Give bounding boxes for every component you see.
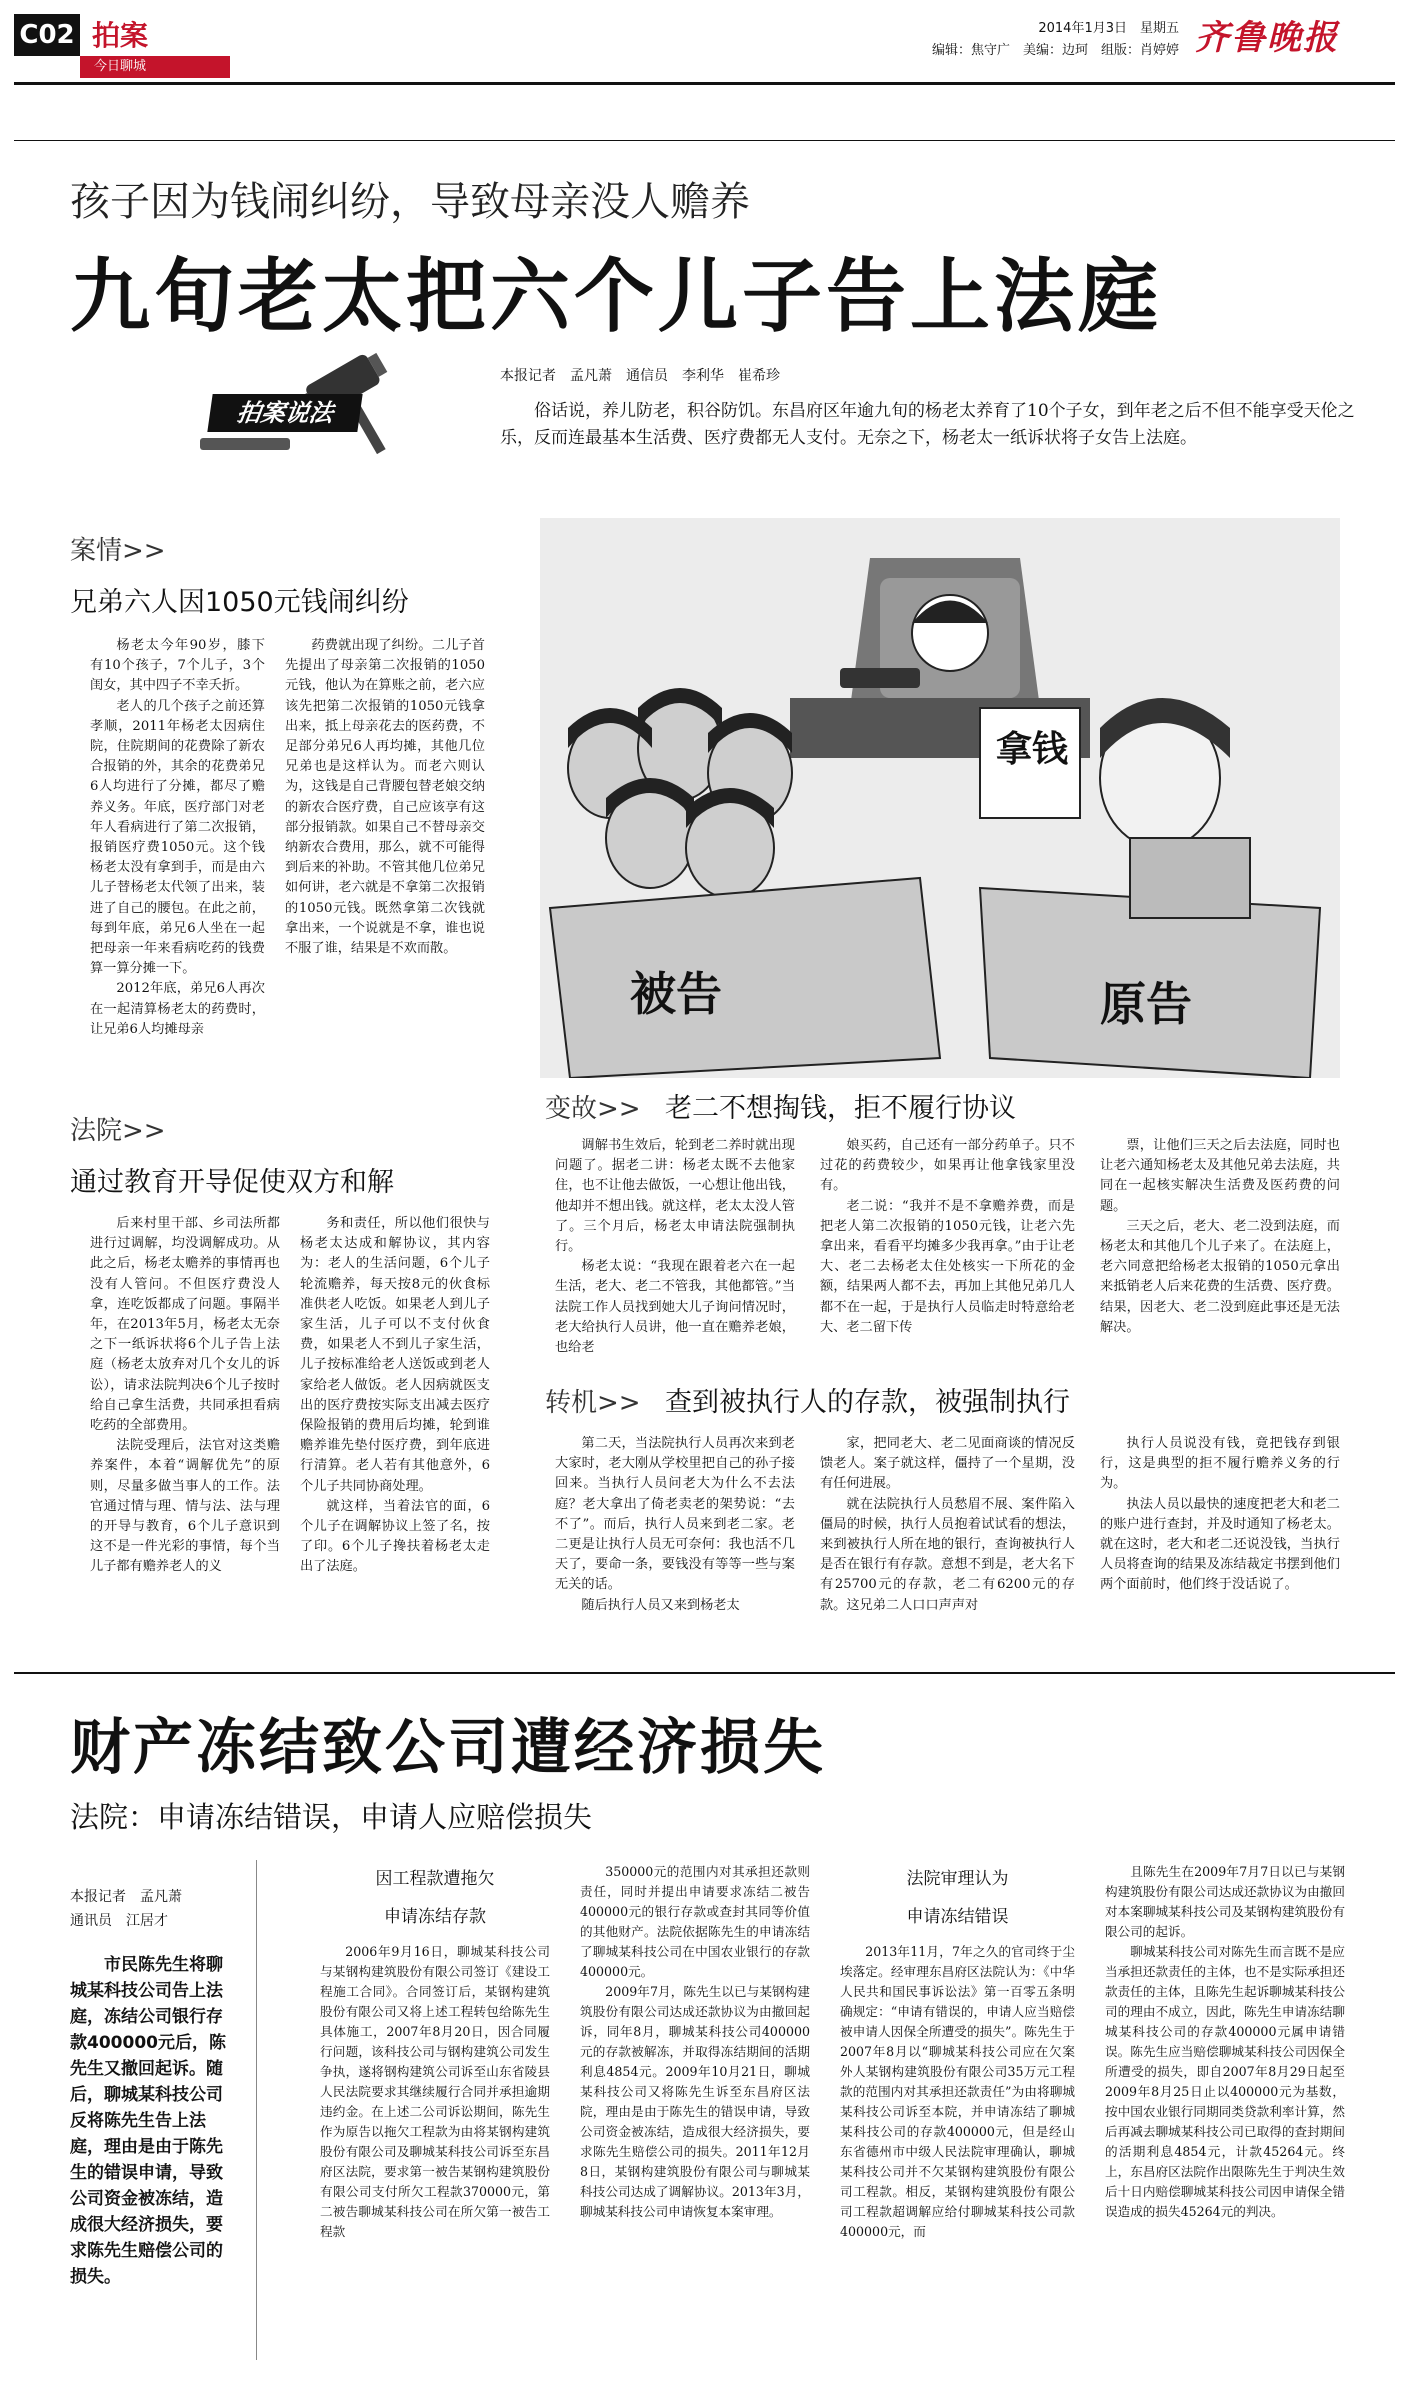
byline-reporter: 本报记者 孟凡萧 [70, 1889, 182, 1905]
header-rule-thin [14, 140, 1395, 141]
paragraph: 就在法院执行人员愁眉不展、案件陷入僵局的时候，执行人员抱着试试看的想法，来到被执行人所在地的银行，查询被执行人是否在银行有存款。意想不到是，老大名下有25700元的存款，老二有6200元的存款。这兄弟二人口口声声对 [820, 1496, 1075, 1613]
paragraph: 老人的几个孩子之前还算孝顺，2011年杨老太因病住院，住院期间的花费除了新农合报销的外，其余的花费弟兄6人均进行了分摊，都尽了赡养义务。年底，医疗部门对老年人看病进行了第二次报销，报销医疗费1050元。这个钱杨老太没有拿到手，而是由六儿子替杨老太代领了出来，装进了自己的腰包。在此之前，每到年底，弟兄6人坐在一起把母亲一年来看病吃药的钱费算一算分摊一下。 [90, 698, 265, 977]
story2-column-1 [320, 1860, 550, 2242]
column-body [840, 1942, 1075, 2362]
defendant-label: 被告 [630, 967, 722, 1021]
paragraph: 且陈先生在2009年7月7日以已与某钢构建筑股份有限公司达成还款协议为由撤回对本案聊城某科技公司及某钢构建筑股份有限公司的起诉。 [1105, 1864, 1345, 1939]
paragraph: 350000元的范围内对其承担还款则责任，同时并提出申请要求冻结二被告400000元的银行存款或查封其同等价值的其他财产。法院依据陈先生的申请冻结了聊城某科技公司在中国农业银行的存款400000元。 [580, 1864, 810, 1979]
change-column-3 [1100, 1136, 1340, 1372]
paragraph: 2006年9月16日，聊城某科技公司与某钢构建筑股份有限公司签订《建设工程施工合同》。合同签订后，某钢构建筑股份有限公司又将上述工程转包给陈先生具体施工，2007年8月20日，因合同履行问题，该科技公司与钢构建筑公司发生争执，遂将钢构建筑公司诉至山东省陵县人民法院要求其继续履行合同并承担逾期违约金。在上述二公司诉讼期间，陈先生作为原告以拖欠工程款为由将某钢构建筑股份有限公司及聊城某科技公司诉至东昌府区法院，要求第一被告某钢构建筑股份有限公司支付所欠工程款370000元，第二被告聊城某科技公司在所欠第一被告工程款 [320, 1944, 550, 2239]
case-column-2 [285, 636, 485, 1106]
column-heading: 法院审理认为 [906, 1869, 1009, 1889]
paragraph: 家，把同老大、老二见面商谈的情况反馈老人。案子就这样，僵持了一个星期，没有任何进展。 [820, 1436, 1075, 1492]
turn-column-2 [820, 1434, 1075, 1654]
paragraph: 务和责任，所以他们很快与杨老太达成和解协议，其内容为：老人的生活问题，6个儿子轮流赡养，每天按8元的伙食标准供老人吃饭。如果老人到儿子家生活，儿子可以不支付伙食费，如果老人不到儿子家生活，儿子按标准给老人送饭或到老人家给老人做饭。老人因病就医支出的医疗费按实际支出减去医疗保险报销的费用后均摊，轮到谁赡养谁先垫付医疗费，到年底进行清算。老人若有其他意外，6个儿子共同协商处理。 [300, 1216, 490, 1494]
story2-byline [70, 1885, 182, 1933]
change-heading: 老二不想掏钱，拒不履行协议 [665, 1093, 1016, 1124]
paragraph: 法院受理后，法官对这类赡养案件，本着“调解优先”的原则，尽量多做当事人的工作。法官通过情与理、情与法、法与理的开导与教育，6个儿子意识到这不是一件光彩的事情，每个当儿子都有赡养老人的义 [90, 1438, 280, 1575]
story2-subtitle: 法院：申请冻结错误，申请人应赔偿损失 [70, 1800, 593, 1834]
paragraph: 娘买药，自己还有一部分药单子。只不过花的药费较少，如果再让他拿钱家里没有。 [820, 1138, 1075, 1194]
turn-column-3 [1100, 1434, 1340, 1654]
turn-column-1 [555, 1434, 795, 1654]
paragraph: 随后执行人员又来到杨老太 [581, 1597, 740, 1613]
court-column-2 [300, 1214, 490, 1654]
paragraph: 执行人员说没有钱，竟把钱存到银行，这是典型的拒不履行赡养义务的行为。 [1100, 1436, 1340, 1492]
case-column-1 [90, 636, 265, 1106]
case-heading: 兄弟六人因1050元钱闹纠纷 [70, 587, 409, 618]
column-body [320, 1942, 550, 2242]
story2-column-3 [840, 1860, 1075, 2362]
paragraph: 调解书生效后，轮到老二养时就出现问题了。据老二讲：杨老太既不去他家住，也不让他去做饭，一心想让他出钱，他却并不想出钱。就这样，老太太没人管了。三个月后，杨老太申请法院强制执行。 [555, 1138, 795, 1255]
staff-line: 编辑：焦守广 美编：边珂 组版：肖婷婷 [931, 43, 1179, 58]
paragraph: 三天之后，老大、老二没到法庭，而杨老太和其他几个儿子来了。在法庭上，老六同意把给杨老太报销的1050元拿出来抵销老人后来花费的生活费、医疗费。结果，因老大、老二没到庭此事还是无法解决。 [1100, 1218, 1340, 1335]
story-title: 九旬老太把六个儿子告上法庭 [70, 250, 1162, 343]
column-heading: 申请冻结存款 [384, 1907, 486, 1927]
paragraph: 后来村里干部、乡司法所都进行过调解，均没调解成功。从此之后，杨老太赡养的事情再也没有人管问。不但医疗费没人拿，连吃饭都成了问题。事隔半年，在2013年5月，杨老太无奈之下一纸诉状将6个儿子告上法庭（杨老太放弃对几个女儿的诉讼），请求法院判决6个儿子按时给自己拿生活费，共同承担看病吃药的全部费用。 [90, 1216, 280, 1434]
column-heading: 因工程款遭拖欠 [375, 1869, 495, 1889]
paragraph: 杨老太今年90岁，膝下有10个孩子，7个儿子，3个闺女，其中四子不幸夭折。 [90, 638, 265, 694]
plaintiff-label: 原告 [1100, 977, 1192, 1031]
column-divider [256, 1860, 257, 2360]
story2-column-2 [580, 1862, 810, 2372]
change-column-1 [555, 1136, 795, 1372]
court-heading: 通过教育开导促使双方和解 [70, 1167, 394, 1198]
turn-heading: 查到被执行人的存款，被强制执行 [665, 1387, 1070, 1418]
byline: 本报记者 孟凡萧 通信员 李利华 崔希珍 [500, 368, 780, 384]
demand-sign: 拿钱 [995, 729, 1068, 770]
paragraph: 杨老太说：“我现在跟着老六在一起生活，老大、老二不管我，其他都管。”当法院工作人员找到她大儿子询问情况时，老大给执行人员讲，他一直在赡养老娘，也给老 [555, 1259, 795, 1356]
paragraph: 药费就出现了纠纷。二儿子首先提出了母亲第二次报销的1050元钱，他认为在算账之前，老六应该先把第二次报销的1050元钱拿出来，抵上母亲花去的医药费，不足部分弟兄6人再均摊，其他几位兄弟也是这样认为。而老六则认为，这钱是自己背腰包替老娘交纳的新农合医疗费，自己应该享有这部分报销款。如果自己不替母亲交纳新农合费用，那么，就不可能得到后来的补助。不管其他几位弟兄如何讲，老六就是不拿第二次报销的1050元钱。既然拿第二次钱就拿出来，一个说就是不拿，谁也说不服了谁，结果是不欢而散。 [285, 638, 485, 957]
byline-correspondent: 通讯员 江居才 [70, 1913, 168, 1929]
header-rule [14, 82, 1395, 85]
change-column-2 [820, 1136, 1075, 1372]
paragraph: 票，让他们三天之后去法庭，同时也让老六通知杨老太及其他兄弟去法庭，共同在一起核实解决生活费及医药费的问题。 [1100, 1138, 1340, 1214]
change-label: 变故>> [545, 1094, 641, 1124]
column-tag: 拍案说法 [207, 394, 362, 432]
newspaper-logo: 齐鲁晚报 [1195, 18, 1339, 58]
paragraph: 2013年11月，7年之久的官司终于尘埃落定。经审理东昌府区法院认为：《中华人民共和国民事诉讼法》第一百零五条明确规定：“申请有错误的，申请人应当赔偿被申请人因保全所遭受的损失”。陈先生于2007年8月以“聊城某科技公司应在欠案外人某钢构建筑股份有限公司35万元工程款的范围内对其承担还款责任”为由将聊城某科技公司诉至本院，并申请冻结了聊城某科技公司的存款400000元，但是经山东省德州市中级人民法院审理确认，聊城某科技公司并不欠某钢构建筑股份有限公司工程款。相反，某钢构建筑股份有限公司工程款超调解应给付聊城某科技公司款400000元，而 [840, 1944, 1075, 2239]
paragraph: 执法人员以最快的速度把老大和老二的账户进行查封，并及时通知了杨老太。就在这时，老大和老二还说没钱，当执行人员将查询的结果及冻结裁定书摆到他们两个面前时，他们终于没话说了。 [1100, 1496, 1340, 1593]
story-divider [14, 1672, 1395, 1674]
story2-title: 财产冻结致公司遭经济损失 [70, 1713, 826, 1783]
case-label: 案情>> [70, 536, 166, 566]
story-kicker: 孩子因为钱闹纠纷，导致母亲没人赡养 [70, 179, 750, 225]
paragraph: 2012年底，弟兄6人再次在一起清算杨老太的药费时，让兄弟6人均摊母亲 [90, 981, 265, 1037]
header-info [932, 18, 1179, 62]
paragraph: 老二说：“我并不是不拿赡养费，而是把老人第二次报销的1050元钱，让老六先拿出来，看看平均摊多少我再拿。”由于让老大、老二去杨老太住处核实一下所花的金额，结果两人都不去，再加上其他兄弟几人都不在一起，于是执行人员临走时特意给老大、老二留下传 [820, 1198, 1075, 1335]
story2-intro: 市民陈先生将聊城某科技公司告上法庭，冻结公司银行存款400000元后，陈先生又撤回起诉。随后，聊城某科技公司反将陈先生告上法庭，理由是由于陈先生的错误申请，导致公司资金被冻结，造成很大经济损失，要求陈先生赔偿公司的损失。 [70, 1955, 226, 2287]
column-heading: 申请冻结错误 [906, 1907, 1009, 1927]
lede-paragraph: 俗话说，养儿防老，积谷防饥。东昌府区年逾九旬的杨老太养育了10个子女，到年老之后不但不能享受天伦之乐，反而连最基本生活费、医疗费都无人支付。无奈之下，杨老太一纸诉状将子女告上法庭。 [500, 401, 1355, 448]
paragraph: 2009年7月，陈先生以已与某钢构建筑股份有限公司达成还款协议为由撤回起诉，同年8月，聊城某科技公司400000元的存款被解冻，并取得冻结期间的活期利息4854元。2009年10月21日，聊城某科技公司又将陈先生诉至东昌府区法院，理由是由于陈先生的错误申请，导致公司资金被冻结，造成很大经济损失，要求陈先生赔偿公司的损失。2011年12月8日，某钢构建筑股份有限公司与聊城某科技公司达成了调解协议。2013年3月，聊城某科技公司申请恢复本案审理。 [580, 1984, 810, 2219]
court-column-1 [90, 1214, 280, 1654]
paragraph: 就这样，当着法官的面，6个儿子在调解协议上签了名，按了印。6个儿子搀扶着杨老太走出了法庭。 [300, 1498, 490, 1575]
subsection-bar: 今日聊城 [80, 56, 230, 78]
paragraph: 聊城某科技公司对陈先生而言既不是应当承担还款责任的主体，也不是实际承担还款责任的主体，且陈先生起诉聊城某科技公司的理由不成立，因此，陈先生申请冻结聊城某科技公司的存款400000元属申请错误。陈先生应当赔偿聊城某科技公司因保全所遭受的损失，即自2007年8月29日起至2009年8月25日止以400000元为基数，按中国农业银行同期同类贷款利率计算，然后再减去聊城某科技公司已取得的查封期间的活期利息4854元，计款45264元。终上，东昌府区法院作出限陈先生于判决生效后十日内赔偿聊城某科技公司因申请保全错误造成的损失45264元的判决。 [1105, 1944, 1345, 2219]
date-line: 2014年1月3日 星期五 [1038, 21, 1179, 36]
page-code-badge: C02 [14, 14, 80, 56]
paragraph: 第二天，当法院执行人员再次来到老大家时，老大刚从学校里把自己的孙子接回来。当执行人员问老大为什么不去法庭？老大拿出了倚老卖老的架势说：“去不了”。而后，执行人员来到老二家。老二更是让执行人员无可奈何：我也活不几天了，要命一条，要钱没有等等一些与案无关的话。 [555, 1436, 795, 1593]
courtroom-illustration [540, 518, 1340, 1078]
court-label: 法院>> [70, 1116, 166, 1146]
section-title: 拍案 [92, 19, 149, 52]
story2-column-4 [1105, 1862, 1345, 2372]
turn-label: 转机>> [545, 1388, 641, 1418]
